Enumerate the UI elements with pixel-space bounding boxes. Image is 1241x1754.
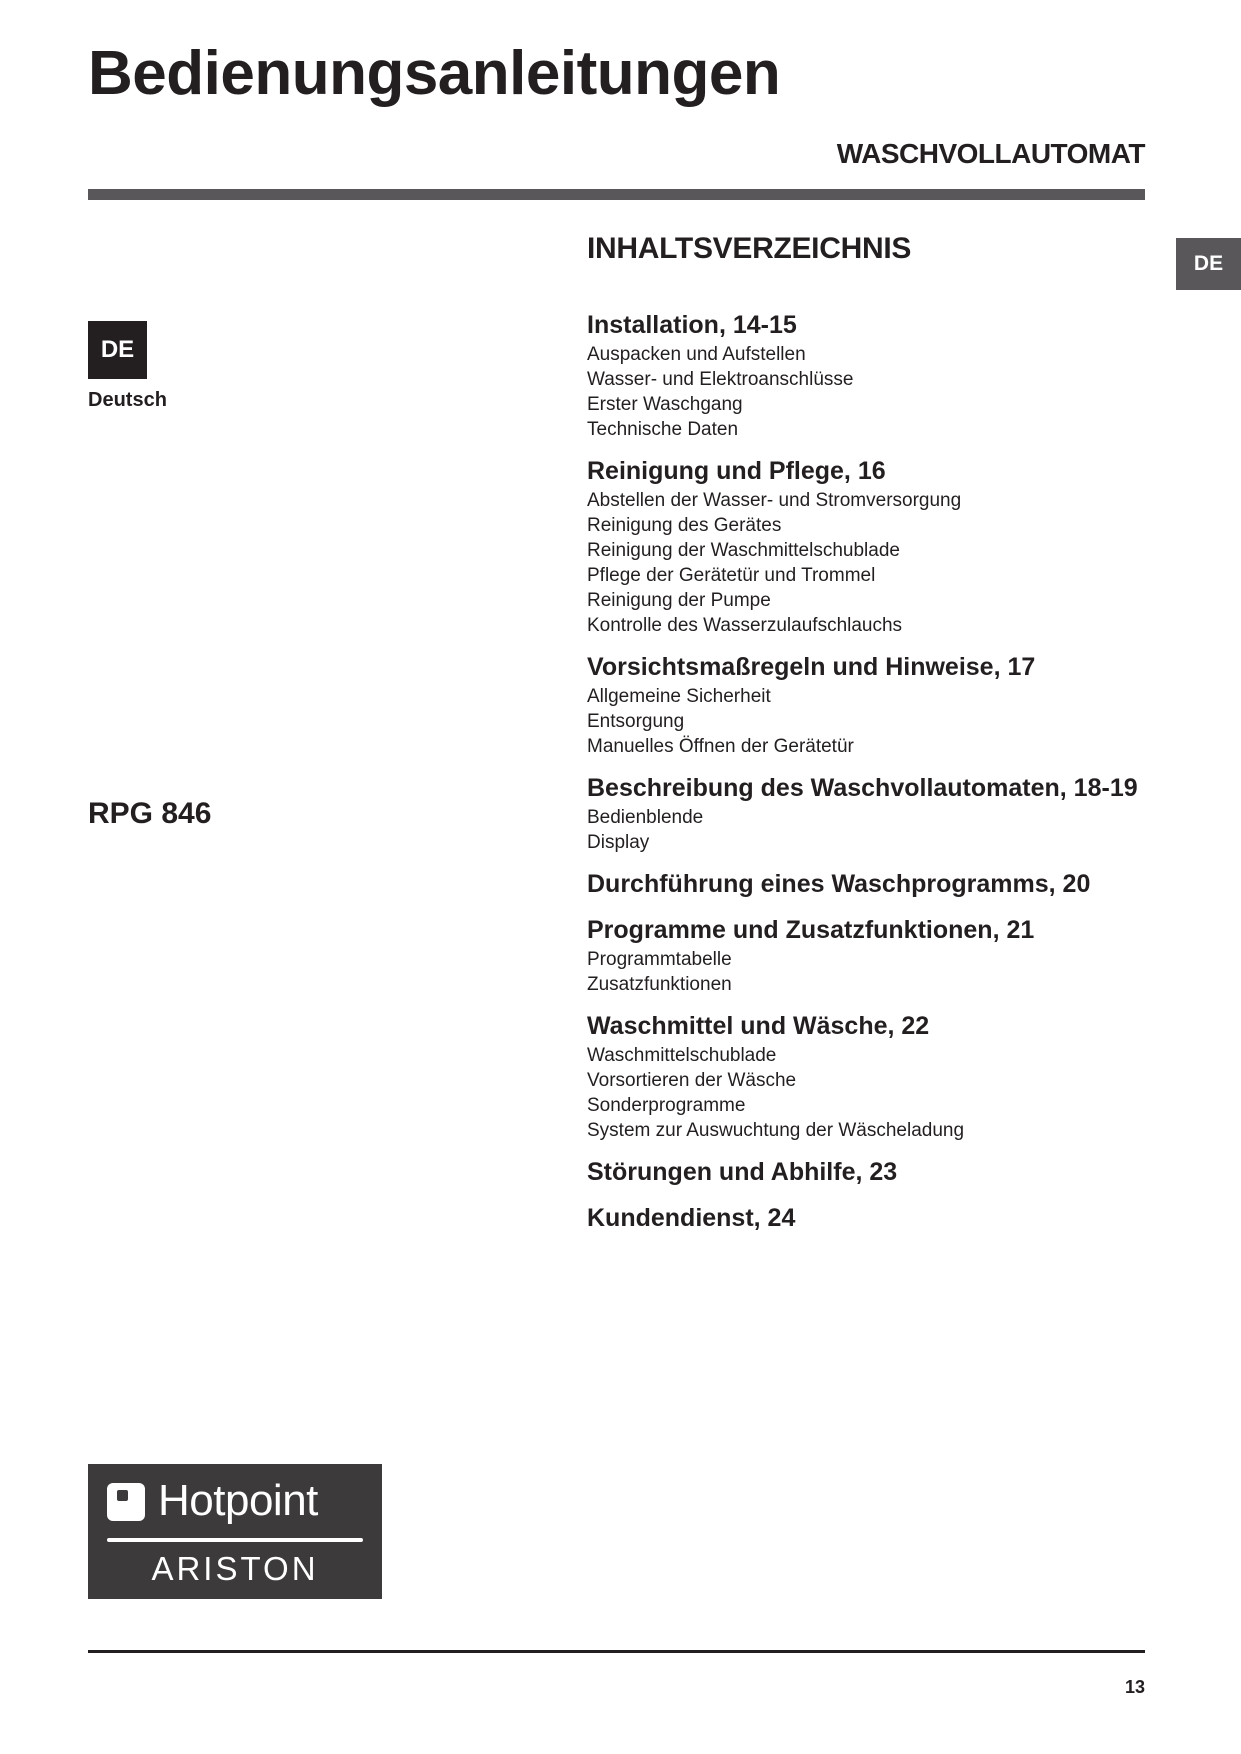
toc-item: Kontrolle des Wasserzulaufschlauchs xyxy=(587,615,903,636)
toc-item: Abstellen der Wasser- und Stromversorgung xyxy=(587,490,962,511)
brand-mark-icon xyxy=(107,1483,145,1521)
toc-item: Bedienblende xyxy=(587,807,704,828)
toc-item: Waschmittelschublade xyxy=(587,1045,777,1066)
toc-item: Programmtabelle xyxy=(587,949,732,970)
toc-section-title: Programme und Zusatzfunktionen, 21 xyxy=(587,916,1035,944)
toc-section-title: Reinigung und Pflege, 16 xyxy=(587,457,886,485)
language-side-tab: DE xyxy=(1176,238,1241,290)
toc-item: Display xyxy=(587,832,650,853)
toc-item: Vorsortieren der Wäsche xyxy=(587,1070,797,1091)
toc-section xyxy=(587,455,1147,638)
brand-logo xyxy=(88,1464,382,1599)
toc-section-title: Beschreibung des Waschvollautomaten, 18-19 xyxy=(587,774,1138,802)
toc-section xyxy=(587,309,1147,442)
toc-section-title: Vorsichtsmaßregeln und Hinweise, 17 xyxy=(587,653,1036,681)
toc-item: Sonderprogramme xyxy=(587,1095,746,1116)
logo-divider xyxy=(107,1538,363,1542)
toc-item: Allgemeine Sicherheit xyxy=(587,686,771,707)
language-label: Deutsch xyxy=(88,389,167,411)
page-number: 13 xyxy=(1124,1677,1145,1697)
toc-section xyxy=(587,1156,1147,1189)
toc-section-title: Installation, 14-15 xyxy=(587,311,797,339)
toc-section-title: Durchführung eines Waschprogramms, 20 xyxy=(587,870,1091,898)
footer-rule xyxy=(88,1650,1145,1653)
table-of-contents xyxy=(587,309,1147,1248)
toc-item: Manuelles Öffnen der Gerätetür xyxy=(587,736,854,757)
toc-item: Reinigung der Pumpe xyxy=(587,590,771,611)
toc-item: Erster Waschgang xyxy=(587,394,743,415)
toc-item: Wasser- und Elektroanschlüsse xyxy=(587,369,854,390)
toc-section-title: Störungen und Abhilfe, 23 xyxy=(587,1158,898,1186)
toc-section-title: Kundendienst, 24 xyxy=(587,1204,796,1232)
toc-item: Pflege der Gerätetür und Trommel xyxy=(587,565,876,586)
toc-section xyxy=(587,1202,1147,1235)
toc-item: Entsorgung xyxy=(587,711,685,732)
language-badge: DE xyxy=(88,321,147,379)
toc-item: Auspacken und Aufstellen xyxy=(587,344,806,365)
toc-item: Reinigung des Gerätes xyxy=(587,515,782,536)
product-type: WASCHVOLLAUTOMAT xyxy=(836,138,1145,169)
toc-item: Zusatzfunktionen xyxy=(587,974,732,995)
toc-section xyxy=(587,772,1147,855)
logo-subwordmark: ARISTON xyxy=(151,1550,319,1587)
page-title: Bedienungsanleitungen xyxy=(88,39,781,108)
toc-heading: INHALTSVERZEICHNIS xyxy=(587,232,912,265)
toc-section-title: Waschmittel und Wäsche, 22 xyxy=(587,1012,930,1040)
model-number: RPG 846 xyxy=(88,797,212,830)
toc-section xyxy=(587,1010,1147,1143)
toc-item: System zur Auswuchtung der Wäscheladung xyxy=(587,1120,965,1141)
toc-section xyxy=(587,651,1147,759)
toc-item: Reinigung der Waschmittelschublade xyxy=(587,540,900,561)
toc-section xyxy=(587,868,1147,901)
header-rule xyxy=(88,189,1145,200)
toc-item: Technische Daten xyxy=(587,419,739,440)
logo-wordmark: Hotpoint xyxy=(158,1476,318,1525)
toc-section xyxy=(587,914,1147,997)
